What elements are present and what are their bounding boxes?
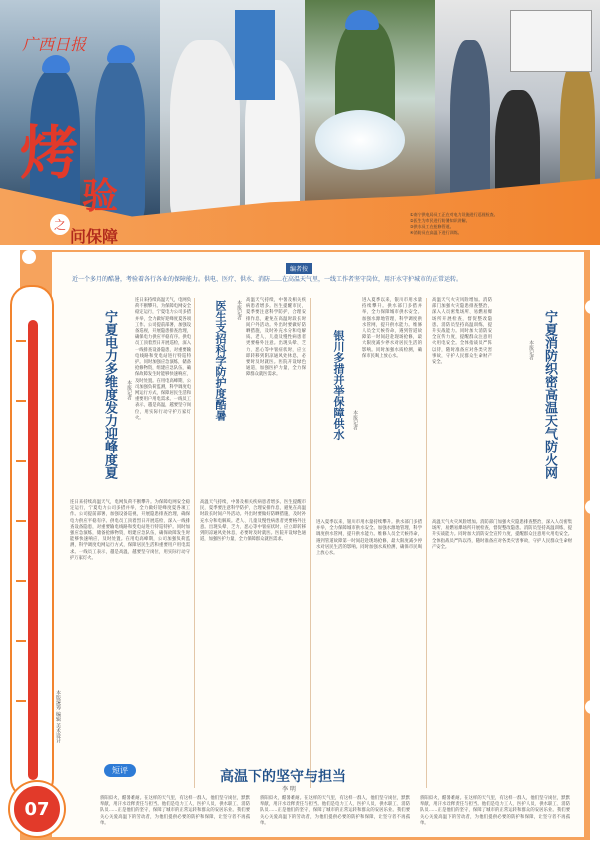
newspaper-logo: 广西日报: [22, 35, 87, 54]
display-board: [510, 10, 592, 72]
column-divider: [310, 298, 311, 788]
photo-doctor: [160, 0, 305, 220]
photo-water-repair: [305, 0, 435, 220]
doctor-figure: [170, 40, 240, 220]
commentary-title: 高温下的坚守与担当: [220, 769, 346, 785]
intro-text: 近一个多月的酷暑，考验着各行各业的保障能力。供电、医疗、供水、消防……在高温天气里，一线工作者坚守岗位，用汗水守护城市的正常运转。: [72, 276, 463, 283]
headline-zhi: 之: [50, 214, 70, 235]
article-byline: 本报记者: [352, 410, 358, 430]
commentary-body-cont2: 骄阳似火，酷暑难耐。在这样的天气里，有这样一群人，他们坚守岗位，默默奉献，用汗水诠释责任与担当。他们是电力工人、医护人员、供水职工、消防队员……正是他们的坚守，保障了城市的正常运转和群众的安居乐业。我们要关心关爱高温下的劳动者，为他们提供必要的防护和保障，让坚守者不再孤单。: [420, 796, 570, 826]
thermometer-tick: [16, 580, 26, 582]
decor-bubble: [585, 700, 599, 714]
column-divider: [194, 298, 195, 788]
decor-bubble: [585, 300, 599, 314]
thermometer-tick: [16, 400, 26, 402]
water-spray: [315, 110, 405, 170]
helmet-icon: [42, 55, 70, 73]
article-byline: 本报记者: [236, 300, 242, 320]
article-body-water-cont: 进入夏季以来，银川市用水量持续攀升。供水部门多措并举，全力保障城市供水安全。加强水源地管理，科学调度供水管网，提升供水能力。维修人员全天候待命，遇到管道故障第一时间赶赴现场抢修，最大限度减少停水对居民生活的影响。同时加强水质检测，确保市民喝上放心水。: [316, 520, 422, 557]
column-divider: [426, 298, 427, 788]
intro-tag: 编者按: [286, 263, 312, 274]
article-title-water: 银川多措并举保障供水: [332, 330, 345, 440]
article-body-power-cont: 连日来持续高温天气，电网负荷不断攀升。为保障电网安全稳定运行，宁夏电力公司多措并举，全力做好迎峰度夏各项工作。公司提前部署，加强设备巡视，开展隐患排查治理，确保电力供应平稳有序。供电员工顶着烈日开展巡检，深入一线排查设备隐患，对重要输电线路和变电站进行特巡特护。同时加强应急演练，储备抢修物资，组建应急队伍，确保故障发生时能够快速响应、及时处置。在用电高峰期，公司加强负荷监测，科学调度电网运行方式，保障居民生活和重要用户用电需求。一线员工表示，越是高温，越要坚守岗位，用实际行动守护万家灯火。: [70, 500, 190, 561]
article-body-power: 连日来持续高温天气，电网负荷不断攀升。为保障电网安全稳定运行，宁夏电力公司多措并举，全力做好迎峰度夏各项工作。公司提前部署，加强设备巡视，开展隐患排查治理，确保电力供应平稳有序。供电员工顶着烈日开展巡检，深入一线排查设备隐患，对重要输电线路和变电站进行特巡特护。同时加强应急演练，储备抢修物资，组建应急队伍，确保故障发生时能够快速响应、及时处置。在用电高峰期，公司加强负荷监测，科学调度电网运行方式，保障居民生活和重要用户用电需求。一线员工表示，越是高温，越要坚守岗位，用实际行动守护万家灯火。: [135, 298, 191, 421]
article-body-medical: 高温天气持续，中暑及相关疾病患者增多。医生提醒市民，夏季要注意科学防护，合理安排作息，避免在高温时段长时间户外活动。外出时要做好防晒措施，及时补充水分和电解质。老人、儿童及慢性病患者更要格外注意。出现头晕、乏力、恶心等中暑症状时，应立即转移到阴凉通风处休息，必要时及时就医。医院开设绿色通道，加强医护力量，全力保障群众就医需求。: [246, 298, 306, 378]
helmet-icon: [107, 45, 135, 63]
article-title-fire: 宁夏消防织密高温天气防火网: [542, 310, 557, 479]
commentary-body: 骄阳似火，酷暑难耐。在这样的天气里，有这样一群人，他们坚守岗位，默默奉献，用汗水诠释责任与担当。他们是电力工人、医护人员、供水职工、消防队员……正是他们的坚守，保障了城市的正常运转和群众的安居乐业。我们要关心关爱高温下的劳动者，为他们提供必要的防护和保障，让坚守者不再孤单。: [100, 796, 250, 826]
commentary-body-cont: 骄阳似火，酷暑难耐。在这样的天气里，有这样一群人，他们坚守岗位，默默奉献，用汗水诠释责任与担当。他们是电力工人、医护人员、供水职工、消防队员……正是他们的坚守，保障了城市的正常运转和群众的安居乐业。我们要关心关爱高温下的劳动者，为他们提供必要的防护和保障，让坚守者不再孤单。: [260, 796, 410, 826]
headline-kao: 烤: [20, 119, 79, 187]
article-body-fire-cont: 高温天气火灾风险增加。消防部门加强火灾隐患排查整治，深入人员密集场所、易燃易爆场所开展检查，督促整改隐患。消防员坚持高温训练，提升实战能力。同时加大消防安全宣传力度，提醒群众注意用火用电安全。全体指战员严阵以待，随时准备应对各类灾害事故，守护人民群众生命财产安全。: [432, 520, 572, 550]
caption-line: ④消防员在高温下进行训练。: [410, 230, 462, 235]
thermometer-tick: [16, 640, 26, 642]
thermometer-tick: [16, 340, 26, 342]
caption-line: ①南宁供电局员工正在对电力设施进行巡视检查。: [410, 212, 498, 217]
article-title-power: 宁夏电力多维度发力迎峰度夏: [102, 310, 117, 479]
thermometer-fill: [28, 320, 38, 780]
thermometer-tick: [16, 700, 26, 702]
decor-bubble: [585, 500, 599, 514]
article-title-medical: 医生支招科学防护度酷暑: [214, 300, 227, 421]
photo-captions: [410, 212, 588, 254]
thermometer-tick: [16, 520, 26, 522]
caption-line: ②医生为市民进行防暑知识讲解。: [410, 218, 470, 223]
article-byline: 本报记者: [528, 340, 534, 360]
commentary-tag: 短评: [104, 764, 136, 777]
article-body-fire: 高温天气火灾风险增加。消防部门加强火灾隐患排查整治，深入人员密集场所、易燃易爆场所开展检查，督促整改隐患。消防员坚持高温训练，提升实战能力。同时加大消防安全宣传力度，提醒群众注意用火用电安全。全体指战员严阵以待，随时准备应对各类灾害事故，守护人民群众生命财产安全。: [432, 298, 492, 366]
helmet-icon: [345, 10, 379, 30]
commentary-author: 李 明: [282, 786, 296, 793]
thermometer-tick: [16, 460, 26, 462]
article-body-water: 进入夏季以来，银川市用水量持续攀升。供水部门多措并举，全力保障城市供水安全。加强水源地管理，科学调度供水管网，提升供水能力。维修人员全天候待命，遇到管道故障第一时间赶赴现场抢修，最大限度减少停水对居民生活的影响。同时加强水质检测，确保市民喝上放心水。: [362, 298, 422, 359]
window-panel: [235, 10, 275, 100]
caption-line: ③供水员工在抢修管道。: [410, 224, 454, 229]
page-number: 07: [10, 782, 64, 836]
headline-yan: 验: [82, 175, 119, 217]
headline-wen: 问保障: [70, 227, 119, 246]
article-body-medical-cont: 高温天气持续，中暑及相关疾病患者增多。医生提醒市民，夏季要注意科学防护，合理安排作息，避免在高温时段长时间户外活动。外出时要做好防晒措施，及时补充水分和电解质。老人、儿童及慢性病患者更要格外注意。出现头晕、乏力、恶心等中暑症状时，应立即转移到阴凉通风处休息，必要时及时就医。医院开设绿色通道，加强医护力量，全力保障群众就医需求。: [200, 500, 306, 543]
article-byline: 本报记者: [126, 380, 132, 400]
decor-bubble: [22, 250, 36, 264]
editor-note: 本版统筹 编辑 美术设计: [55, 690, 61, 744]
